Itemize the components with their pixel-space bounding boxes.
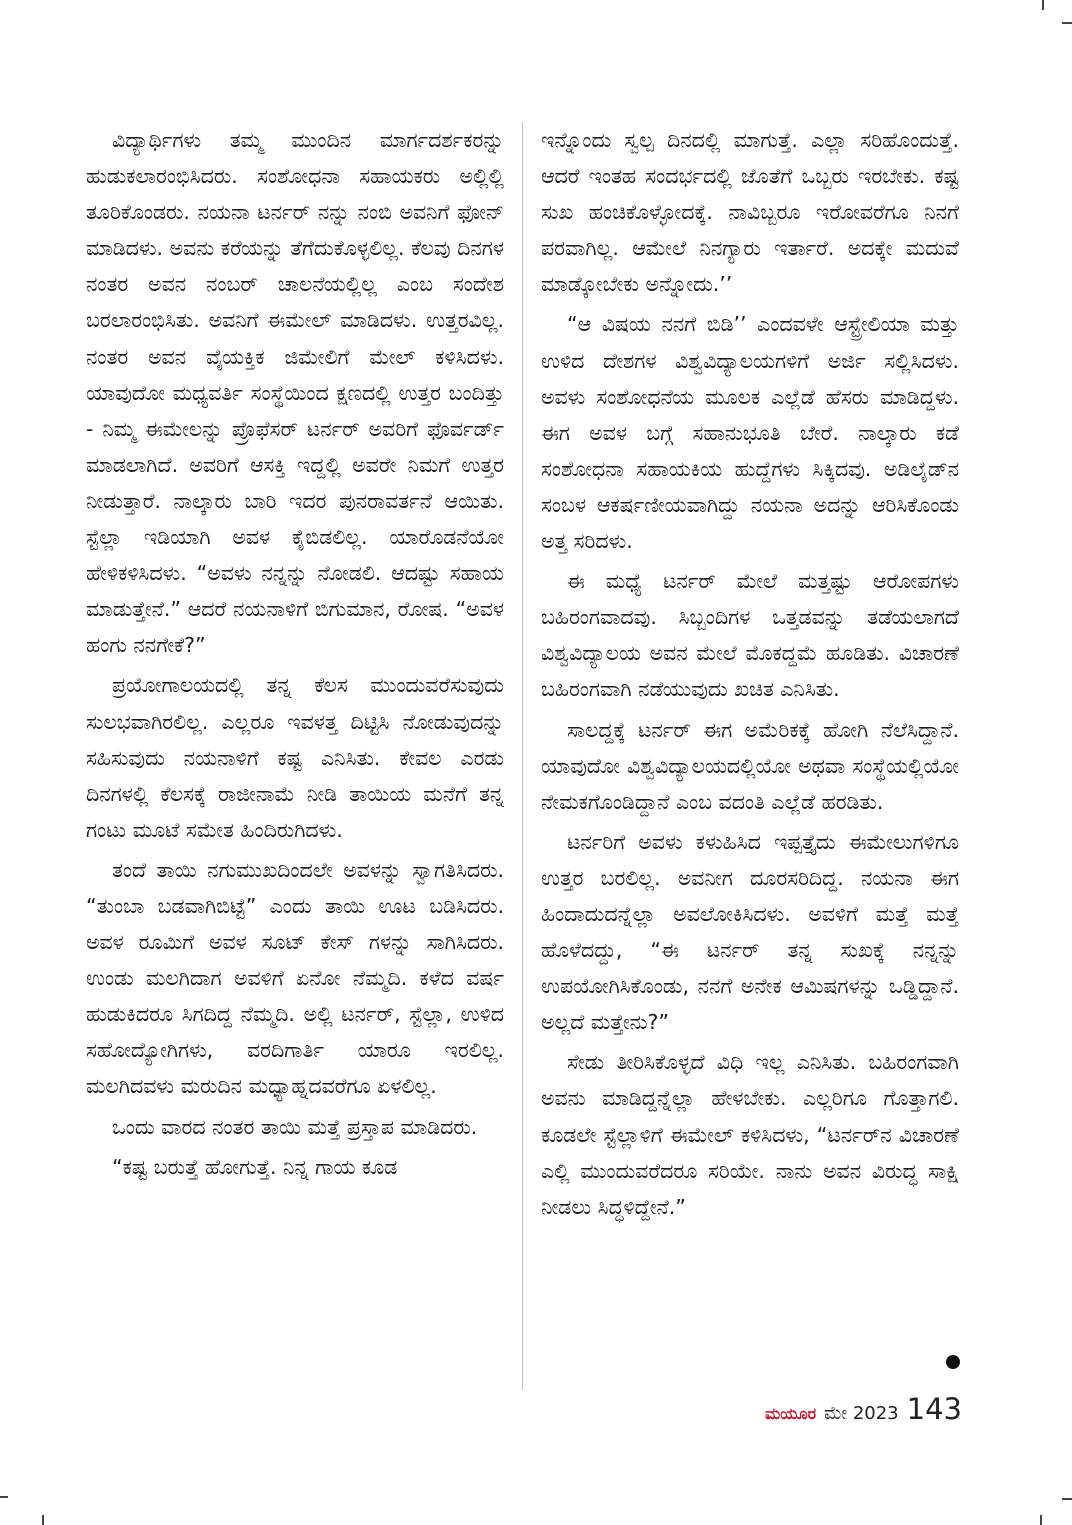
paragraph: ಇನ್ನೊಂದು ಸ್ವಲ್ಪ ದಿನದಲ್ಲಿ ಮಾಗುತ್ತೆ. ಎಲ್ಲಾ ಸರಿಹೊಂದುತ್ತೆ. ಆದರೆ ಇಂತಹ ಸಂದರ್ಭದಲ್ಲಿ ಜೊತೆಗೆ ಒಬ್ಬರು ಇರಬೇಕು. ಕಷ್ಟ ಸುಖ ಹಂಚಿಕೊಳ್ಳೋದಕ್ಕೆ. ನಾವಿಬ್ಬರೂ ಇರೋವರೆಗೂ ನಿನಗೆ ಪರವಾಗಿಲ್ಲ. ಆಮೇಲೆ ನಿನಗ್ಯಾರು ಇರ್ತಾರೆ. ಅದಕ್ಕೇ ಮದುವೆ ಮಾಡ್ಕೋಬೇಕು ಅನ್ನೋದು.’’: [541, 128, 959, 297]
paragraph: ತಂದೆ ತಾಯಿ ನಗುಮುಖದಿಂದಲೇ ಅವಳನ್ನು ಸ್ವಾಗತಿಸಿದರು. “ತುಂಬಾ ಬಡವಾಗಿಬಿಟ್ಟೆ” ಎಂದು ತಾಯಿ ಊಟ ಬಡಿಸಿದರು. ಅವಳ ರೂಮಿಗೆ ಅವಳ ಸೂಟ್ ಕೇಸ್ ಗಳನ್ನು ಸಾಗಿಸಿದರು. ಉಂಡು ಮಲಗಿದಾಗ ಅವಳಿಗೆ ಏನೋ ನೆಮ್ಮದಿ. ಕಳೆದ ವರ್ಷ ಹುಡುಕಿದರೂ ಸಿಗದಿದ್ದ ನೆಮ್ಮದಿ. ಅಲ್ಲಿ ಟರ್ನರ್, ಸ್ಟೆಲ್ಲಾ, ಉಳಿದ ಸಹೋದ್ಯೋಗಿಗಳು, ವರದಿಗಾರ್ತಿ ಯಾರೂ ಇರಲಿಲ್ಲ. ಮಲಗಿದವಳು ಮರುದಿನ ಮಧ್ಯಾಹ್ನದವರೆಗೂ ಏಳಲಿಲ್ಲ.: [86, 857, 504, 1099]
paragraph: “ಕಷ್ಟ ಬರುತ್ತೆ ಹೋಗುತ್ತೆ. ನಿನ್ನ ಗಾಯ ಕೂಡ: [112, 1154, 398, 1179]
crop-mark-bottom-left: [0, 1496, 8, 1498]
crop-mark-top: [1042, 0, 1044, 10]
paragraph: ಈ ಮಧ್ಯೆ ಟರ್ನರ್ ಮೇಲೆ ಮತ್ತಷ್ಟು ಆರೋಪಗಳು ಬಹಿರಂಗವಾದವು. ಸಿಬ್ಬಂದಿಗಳ ಒತ್ತಡವನ್ನು ತಡೆಯಲಾಗದೆ ವಿಶ್ವವಿದ್ಯಾಲಯ ಅವನ ಮೇಲೆ ಮೊಕದ್ದಮೆ ಹೂಡಿತು. ವಿಚಾರಣೆ ಬಹಿರಂಗವಾಗಿ ನಡೆಯುವುದು ಖಚಿತ ಎನಿಸಿತು.: [541, 569, 959, 702]
issue-month: ಮೇ 2023: [824, 1403, 899, 1424]
crop-mark-bottom-center: [42, 1515, 44, 1525]
story-end-bullet: [946, 1355, 960, 1369]
crop-mark-bottom: [1040, 1515, 1042, 1525]
paragraph: ಸಾಲದ್ದಕ್ಕೆ ಟರ್ನರ್ ಈಗ ಅಮೆರಿಕಕ್ಕೆ ಹೋಗಿ ನೆಲೆಸಿದ್ದಾನೆ. ಯಾವುದೋ ವಿಶ್ವವಿದ್ಯಾಲಯದಲ್ಲಿಯೋ ಅಥವಾ ಸಂಸ್ಥೆಯಲ್ಲಿಯೋ ನೇಮಕಗೊಂಡಿದ್ದಾನೆ ಎಂಬ ವದಂತಿ ಎಲ್ಲೆಡೆ ಹರಡಿತು.: [541, 717, 959, 814]
page-number: 143: [906, 1392, 962, 1426]
page-footer: [765, 1392, 962, 1426]
magazine-logo: ಮಯೂರ: [765, 1404, 817, 1423]
crop-mark-right-top: [1062, 22, 1072, 24]
paragraph: ಸೇಡು ತೀರಿಸಿಕೊಳ್ಳದೆ ವಿಧಿ ಇಲ್ಲ ಎನಿಸಿತು. ಬಹಿರಂಗವಾಗಿ ಅವನು ಮಾಡಿದ್ದನ್ನೆಲ್ಲಾ ಹೇಳಬೇಕು. ಎಲ್ಲರಿಗೂ ಗೊತ್ತಾಗಲಿ. ಕೂಡಲೇ ಸ್ಟೆಲ್ಲಾಳಿಗೆ ಈಮೇಲ್ ಕಳಿಸಿದಳು, “ಟರ್ನರ್‌ನ ವಿಚಾರಣೆ ಎಲ್ಲಿ ಮುಂದುವರೆದರೂ ಸರಿಯೇ. ನಾನು ಅವನ ವಿರುದ್ಧ ಸಾಕ್ಷಿ ನೀಡಲು ಸಿದ್ಧಳಿದ್ದೇನೆ.”: [541, 1050, 959, 1219]
column-divider: [522, 122, 523, 1390]
paragraph: ಒಂದು ವಾರದ ನಂತರ ತಾಯಿ ಮತ್ತೆ ಪ್ರಸ್ತಾಪ ಮಾಡಿದರು.: [112, 1114, 478, 1139]
right-column: [541, 122, 959, 1225]
paragraph: ಟರ್ನರಿಗೆ ಅವಳು ಕಳುಹಿಸಿದ ಇಪ್ಪತ್ತೈದು ಈಮೇಲುಗಳಿಗೂ ಉತ್ತರ ಬರಲಿಲ್ಲ. ಅವನೀಗ ದೂರಸರಿದಿದ್ದ. ನಯನಾ ಈಗ ಹಿಂದಾದುದನ್ನೆಲ್ಲಾ ಅವಲೋಕಿಸಿದಳು. ಅವಳಿಗೆ ಮತ್ತೆ ಮತ್ತೆ ಹೊಳೆದದ್ದು, “ಈ ಟರ್ನರ್ ತನ್ನ ಸುಖಕ್ಕೆ ನನ್ನನ್ನು ಉಪಯೋಗಿಸಿಕೊಂಡು, ನನಗೆ ಅನೇಕ ಆಮಿಷಗಳನ್ನು ಒಡ್ಡಿದ್ದಾನೆ. ಅಲ್ಲದೆ ಮತ್ತೇನು?”: [541, 829, 959, 1035]
paragraph: ವಿದ್ಯಾರ್ಥಿಗಳು ತಮ್ಮ ಮುಂದಿನ ಮಾರ್ಗದರ್ಶಕರನ್ನು ಹುಡುಕಲಾರಂಭಿಸಿದರು. ಸಂಶೋಧನಾ ಸಹಾಯಕರು ಅಲ್ಲಿಲ್ಲಿ ತೂರಿಕೊಂಡರು. ನಯನಾ ಟರ್ನರ್ ನನ್ನು ನಂಬಿ ಅವನಿಗೆ ಫೋನ್ ಮಾಡಿದಳು. ಅವನು ಕರೆಯನ್ನು ತೆಗೆದುಕೊಳ್ಳಲಿಲ್ಲ. ಕೆಲವು ದಿನಗಳ ನಂತರ ಅವನ ನಂಬರ್ ಚಾಲನೆಯಲ್ಲಿಲ್ಲ ಎಂಬ ಸಂದೇಶ ಬರಲಾರಂಭಿಸಿತು. ಅವನಿಗೆ ಈಮೇಲ್ ಮಾಡಿದಳು. ಉತ್ತರವಿಲ್ಲ. ನಂತರ ಅವನ ವೈಯಕ್ತಿಕ ಜಿಮೇಲಿಗೆ ಮೇಲ್ ಕಳಿಸಿದಳು. ಯಾವುದೋ ಮಧ್ಯವರ್ತಿ ಸಂಸ್ಥೆಯಿಂದ ಕ್ಷಣದಲ್ಲಿ ಉತ್ತರ ಬಂದಿತ್ತು - ನಿಮ್ಮ ಈಮೇಲನ್ನು ಪ್ರೊಫೆಸರ್ ಟರ್ನರ್ ಅವರಿಗೆ ಫೊರ್ವರ್ಡ್ ಮಾಡಲಾಗಿದೆ. ಅವರಿಗೆ ಆಸಕ್ತಿ ಇದ್ದಲ್ಲಿ ಅವರೇ ನಿಮಗೆ ಉತ್ತರ ನೀಡುತ್ತಾರೆ. ನಾಲ್ಕಾರು ಬಾರಿ ಇದರ ಪುನರಾವರ್ತನೆ ಆಯಿತು. ಸ್ಟೆಲ್ಲಾ ಇಡಿಯಾಗಿ ಅವಳ ಕೈಬಿಡಲಿಲ್ಲ. ಯಾರೊಡನೆಯೋ ಹೇಳಿಕಳಿಸಿದಳು. “ಅವಳು ನನ್ನನ್ನು ನೋಡಲಿ. ಆದಷ್ಟು ಸಹಾಯ ಮಾಡುತ್ತೇನೆ.” ಆದರೆ ನಯನಾಳಿಗೆ ಬಿಗುಮಾನ, ರೋಷ. “ಅವಳ ಹಂಗು ನನಗೇಕೆ?”: [86, 128, 504, 658]
paragraph: ಪ್ರಯೋಗಾಲಯದಲ್ಲಿ ತನ್ನ ಕೆಲಸ ಮುಂದುವರೆಸುವುದು ಸುಲಭವಾಗಿರಲಿಲ್ಲ. ಎಲ್ಲರೂ ಇವಳತ್ತ ದಿಟ್ಟಿಸಿ ನೋಡುವುದನ್ನು ಸಹಿಸುವುದು ನಯನಾಳಿಗೆ ಕಷ್ಟ ಎನಿಸಿತು. ಕೇವಲ ಎರಡು ದಿನಗಳಲ್ಲಿ ಕೆಲಸಕ್ಕೆ ರಾಜೀನಾಮೆ ನೀಡಿ ತಾಯಿಯ ಮನೆಗೆ ತನ್ನ ಗಂಟು ಮೂಟೆ ಸಮೇತ ಹಿಂದಿರುಗಿದಳು.: [86, 673, 504, 842]
crop-mark-right-bottom: [1062, 1498, 1072, 1500]
left-column: [86, 122, 504, 1185]
paragraph: “ಆ ವಿಷಯ ನನಗೆ ಬಿಡಿ’’ ಎಂದವಳೇ ಆಸ್ಟ್ರೇಲಿಯಾ ಮತ್ತು ಉಳಿದ ದೇಶಗಳ ವಿಶ್ವವಿದ್ಯಾಲಯಗಳಿಗೆ ಅರ್ಜಿ ಸಲ್ಲಿಸಿದಳು. ಅವಳು ಸಂಶೋಧನೆಯ ಮೂಲಕ ಎಲ್ಲೆಡೆ ಹೆಸರು ಮಾಡಿದ್ದಳು. ಈಗ ಅವಳ ಬಗ್ಗೆ ಸಹಾನುಭೂತಿ ಬೇರೆ. ನಾಲ್ಕಾರು ಕಡೆ ಸಂಶೋಧನಾ ಸಹಾಯಕಿಯ ಹುದ್ದೆಗಳು ಸಿಕ್ಕಿದವು. ಅಡಿಲೈಡ್‌ನ ಸಂಬಳ ಆಕರ್ಷಣೀಯವಾಗಿದ್ದು ನಯನಾ ಅದನ್ನು ಆರಿಸಿಕೊಂಡು ಅತ್ತ ಸರಿದಳು.: [541, 312, 959, 554]
